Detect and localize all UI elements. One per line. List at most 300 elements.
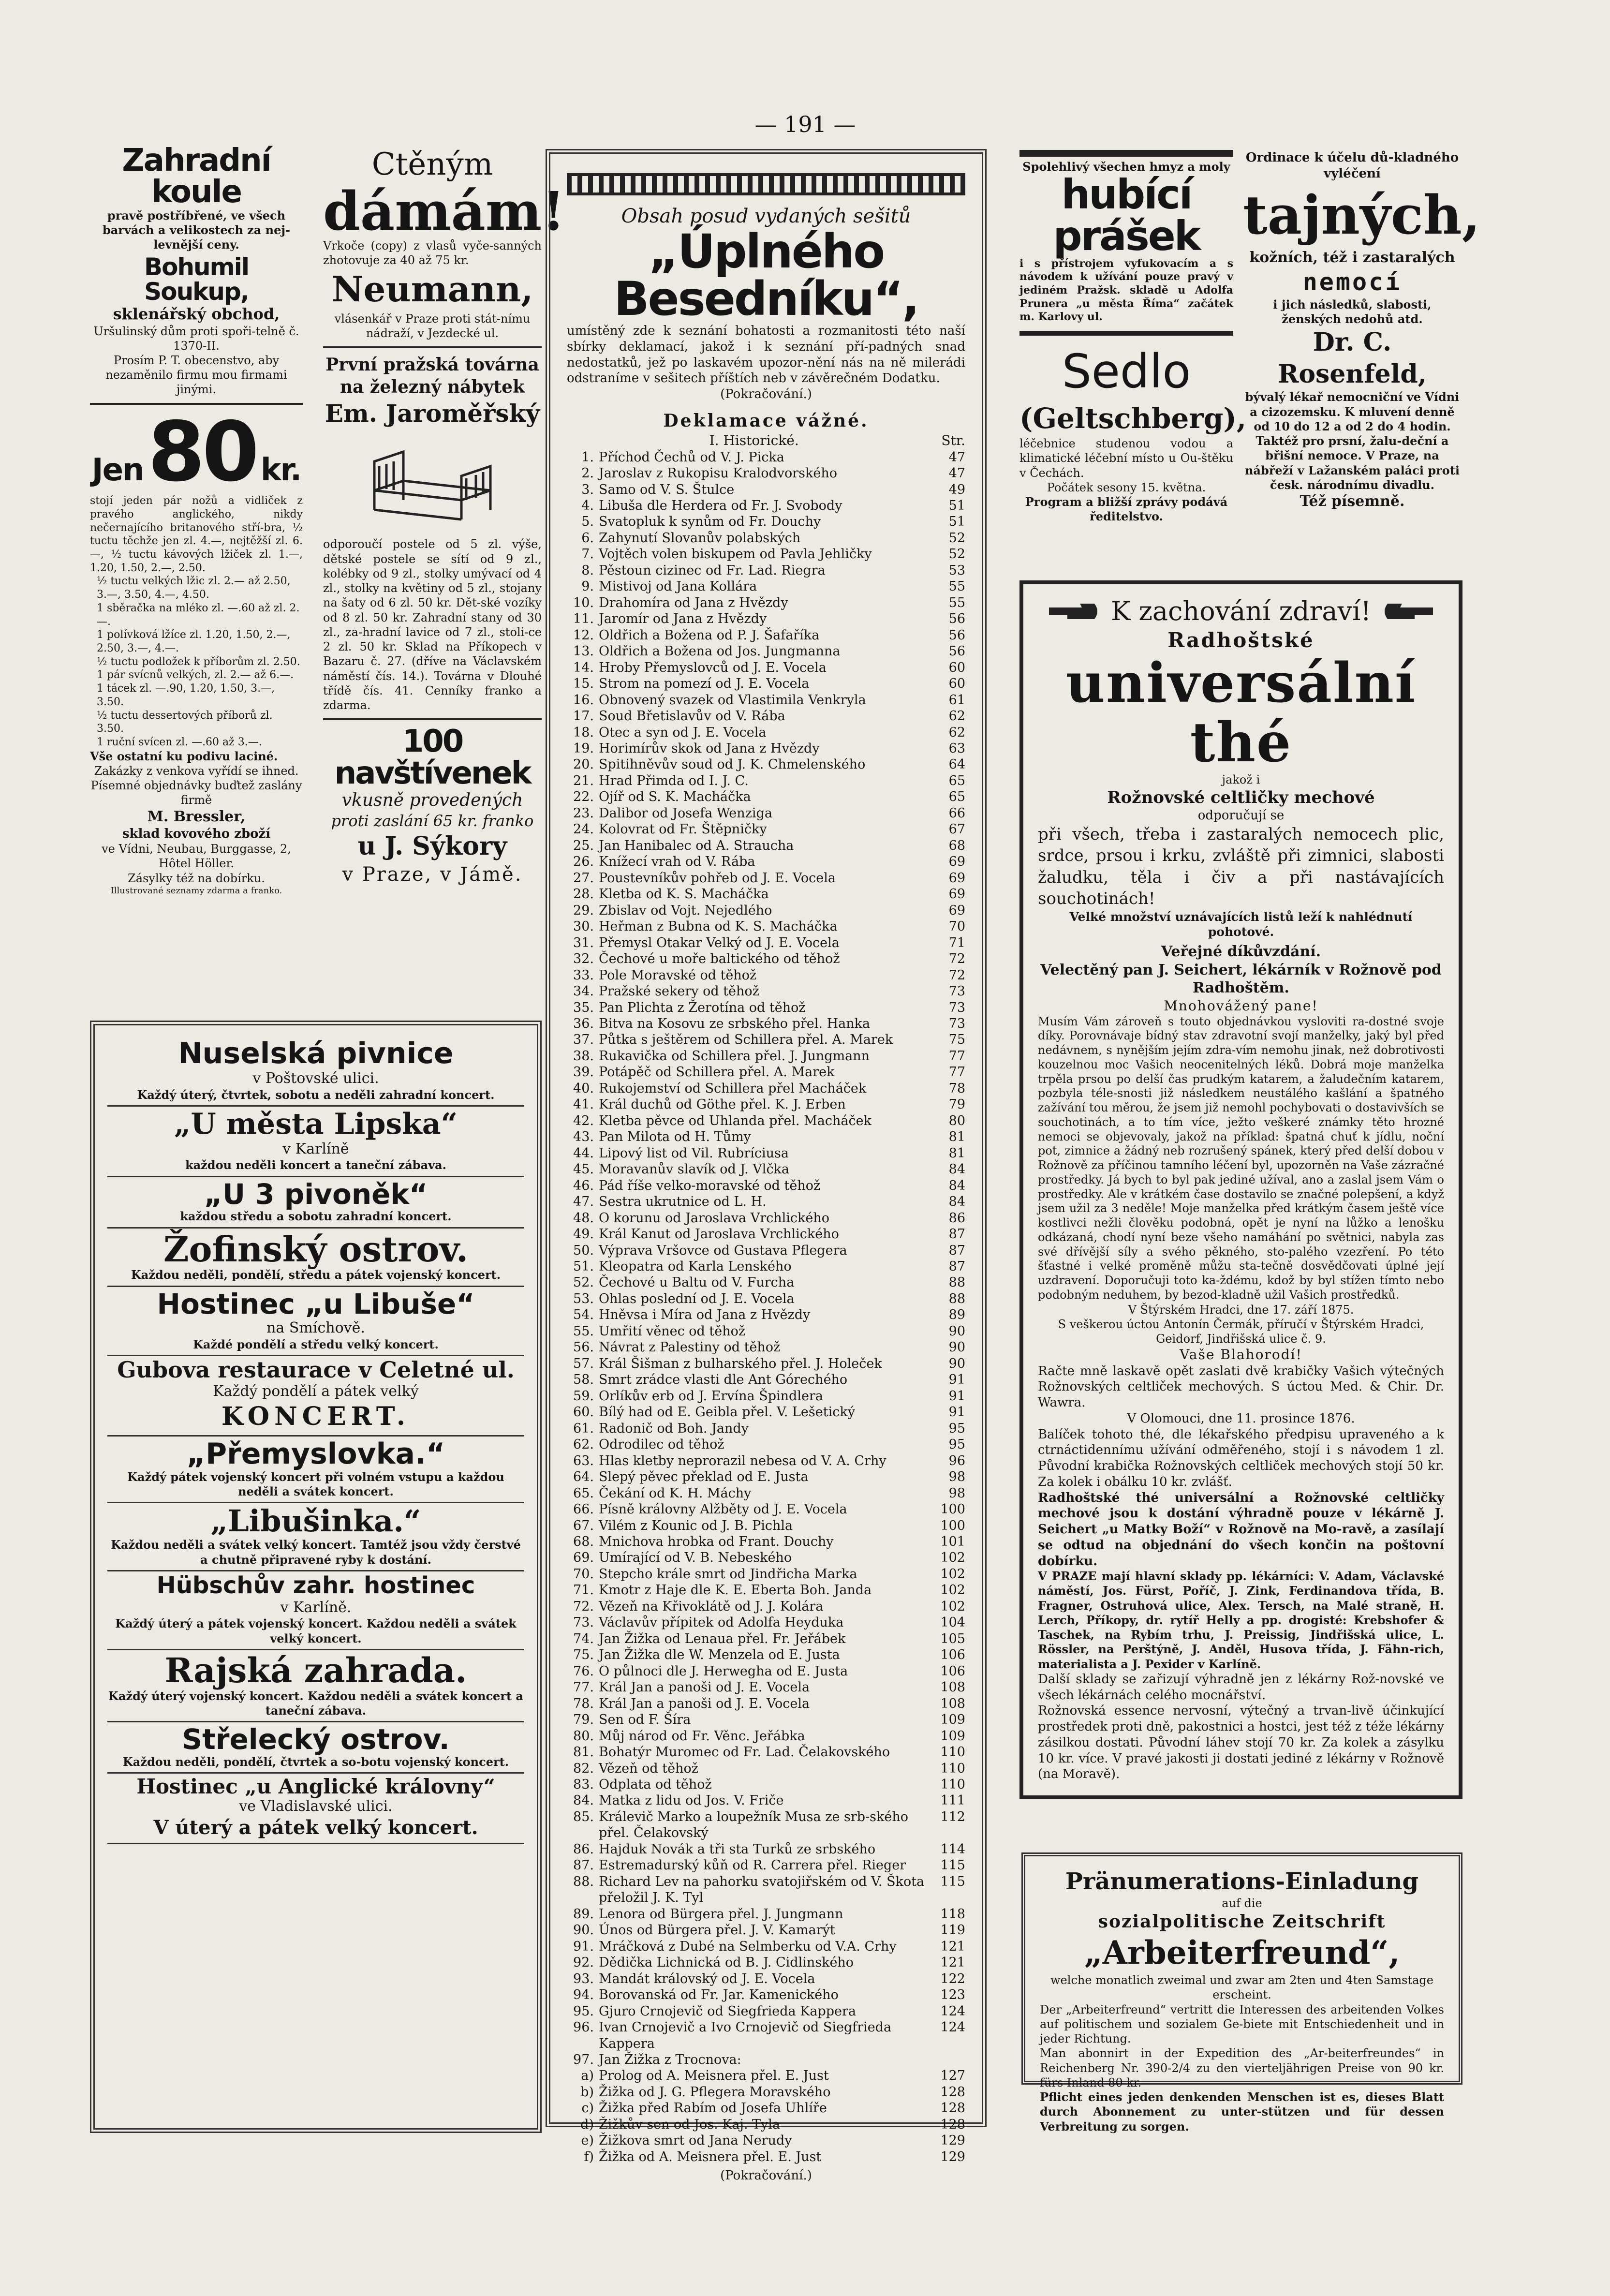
soukup-shop: sklenářský obchod, [113, 305, 280, 324]
besednik-title: „Úplného Besedníku“, [614, 224, 918, 326]
item-title: Král Jan a panoši od J. E. Vocela [599, 1696, 810, 1711]
jaromersky-text: odporoučí postele od 5 zl. výše, dětské postele se sítí od 9 zl., kolébky od 9 zl., stolky umývací od 4 zl., stolky na květiny od 5 zl., stojany na šaty od 6 zl. 50 kr. Dět-ské vozíky od 8 zl. 50 kr. Zahradní stany od 30 zl., za-hradní lavice od 7 zl., stoli-ce 2 zl. 50 kr. Sklad na Příkopech v Bazaru č. 27. (dříve na Václavském náměstí čís. 14.). Továrna v Dlouhé třídě čís. 41. Cenníky franko a zdarma. [323, 537, 542, 712]
contents-item [567, 821, 965, 837]
contents-item [567, 1761, 965, 1777]
item-number: 14. [573, 660, 594, 675]
item-title: Poustevníkův pohřeb od J. E. Vocela [599, 870, 836, 886]
bressler-text-2: ½ tuctu velkých lžic zl. 2.— až 2.50, 3.—, 3.50, 4.—, 4.50. [97, 575, 291, 601]
item-title: Mráčková z Dubé na Selmberku od V.A. Crhy [599, 1939, 897, 1954]
contents-item [567, 1631, 965, 1647]
item-number: 89. [573, 1906, 594, 1922]
pub-name: „U města Lipska“ [174, 1107, 458, 1141]
item-page: 55 [948, 579, 965, 594]
contents-item [567, 1339, 965, 1355]
item-title: Hajduk Novák a tři sta Turků ze srbského [599, 1841, 876, 1857]
contents-item [567, 1291, 965, 1307]
item-page: 109 [940, 1728, 965, 1744]
rule [1019, 150, 1233, 157]
contents-item [567, 708, 965, 724]
item-page: 87 [948, 1227, 965, 1242]
rosenfeld-text: i jich následků, slabosti, ženských nedohů atd. [1273, 297, 1432, 326]
business-cards-heading: 100 navštívenek [334, 724, 531, 791]
item-title: Čekání od K. H. Máchy [599, 1485, 752, 1501]
item-number: 95. [573, 2003, 594, 2019]
item-number: 2. [581, 466, 594, 481]
pointing-hand-icon [1381, 601, 1434, 622]
item-page: 73 [948, 984, 965, 999]
besednik-contents [546, 149, 987, 2183]
item-number: 88. [573, 1874, 594, 1889]
item-page: 95 [948, 1421, 965, 1436]
item-page: 110 [940, 1745, 965, 1760]
item-title: Dědička Lichnická od B. J. Cidlinského [599, 1955, 854, 1970]
pub-ad [107, 1036, 524, 1107]
item-page: 84 [948, 1194, 965, 1210]
item-page: 56 [948, 611, 965, 627]
nemoci-heading: nemocí [1302, 267, 1402, 296]
item-number: 7. [581, 547, 594, 562]
item-page: 102 [940, 1583, 965, 1598]
contents-item [567, 1129, 965, 1145]
item-page: 52 [948, 547, 965, 562]
item-number: 85. [573, 1809, 594, 1824]
contents-item [567, 1566, 965, 1582]
item-title: Dalibor od Josefa Wenzigа [599, 805, 772, 821]
item-page: 47 [948, 466, 965, 481]
item-page: 81 [948, 1145, 965, 1161]
item-title: Únos od Bürgera přel. J. V. Kamarýt [599, 1923, 835, 1938]
item-number: 93. [573, 1971, 594, 1986]
contents-item [567, 1064, 965, 1080]
item-number: 83. [573, 1777, 594, 1792]
item-title: O korunu od Jaroslava Vrchlického [599, 1210, 830, 1226]
item-title: Jan Žižka od Lenaua přel. Fr. Jeřábek [599, 1631, 846, 1646]
contents-item [567, 2003, 965, 2019]
item-title: Král Kanut od Jaroslava Vrchlického [599, 1227, 839, 1242]
contents-item [567, 870, 965, 886]
divider [323, 346, 542, 348]
bressler-text-5: ½ tuctu podložek k příborům zl. 2.50. [97, 655, 300, 668]
item-title: Smrt zrádce vlasti dle Ant Górechého [599, 1372, 848, 1388]
item-page: 88 [948, 1275, 965, 1290]
item-page: 63 [948, 741, 965, 756]
item-number: 75. [573, 1647, 594, 1663]
soukup-address: Uršulinský dům proti spoři-telně č. 1370-II. [93, 324, 299, 353]
contents-item [567, 1194, 965, 1210]
contents-list [567, 449, 965, 2165]
availability-text: Radhoštské thé universální a Rožnovské celtličky mechové jsou k dostání výhradně pouze v lékárně J. Seichert „u Matky Boží“ v Rožnově na Mo-ravě, a zasílají se odtud na objednání do všech končin na poštovní dobírku. [1038, 1490, 1444, 1569]
item-page: 91 [948, 1405, 965, 1420]
item-page: 91 [948, 1372, 965, 1388]
item-title: Radonič od Boh. Jandy [599, 1421, 749, 1436]
public-thanks-heading: Veřejné díkůvzdání. [1161, 943, 1321, 960]
contents-item [567, 951, 965, 967]
item-page: 110 [940, 1761, 965, 1776]
item-page: 109 [940, 1712, 965, 1728]
pub-ad [107, 1229, 524, 1287]
contents-item [567, 1987, 965, 2003]
item-page: 106 [940, 1663, 965, 1679]
item-page: 49 [948, 482, 965, 497]
item-number: 82. [573, 1761, 594, 1776]
item-title: Kolovrat od Fr. Štěpničky [599, 822, 767, 837]
item-title: Písně královny Alžběty od J. E. Vocela [599, 1502, 847, 1517]
contents-item [567, 1210, 965, 1226]
item-number: 60. [573, 1405, 594, 1420]
item-title: Sen od F. Šíra [599, 1712, 691, 1728]
item-page: 98 [948, 1485, 965, 1501]
item-title: Kmotr z Haje dle K. E. Eberta Boh. Janda [599, 1583, 872, 1598]
contents-item [567, 1485, 965, 1501]
item-number: 35. [573, 1000, 594, 1015]
item-page: 122 [940, 1971, 965, 1986]
contents-item [567, 546, 965, 562]
item-page: 60 [948, 660, 965, 675]
contents-item [567, 886, 965, 902]
arbeiterfreund-title: „Arbeiterfreund“, [1084, 1934, 1400, 1972]
item-page: 128 [940, 2084, 965, 2100]
prague-stores: V PRAZE mají hlavní sklady pp. lékárníci: V. Adam, Václavské náměstí, Jos. Fürst, Poříč, J. Zink, Ferdinandova třída, B. Fragner, Ostruhová ulice, Alex. Tersch, na Malé straně, H. Lerch, Příkopy, dr. rytíř Helly a pp. drogisté: Krebshofer & Taschek, na Rybím trhu, J. Preissig, Jindřišská ulice, L. Rössler, na Perštýně, J. Anděl, Husova třída, J. Fähn-rich, materialista a J. Pexider v Karlíně. [1038, 1569, 1444, 1671]
contents-item [567, 725, 965, 741]
item-number: 65. [573, 1485, 594, 1501]
item-page: 62 [948, 725, 965, 740]
item-title: Žižkův sen od Jos. Kaj. Tyla [599, 2117, 781, 2132]
contents-item [567, 2019, 965, 2052]
pub-schedule: Každou neděli, pondělí, středu a pátek vojenský koncert. [131, 1268, 501, 1282]
item-number: 59. [573, 1388, 594, 1404]
sykora-name: u J. Sýkory [357, 831, 507, 861]
item-number: 42. [573, 1113, 594, 1128]
pub-ad [107, 1503, 524, 1571]
item-page: 118 [940, 1906, 965, 1922]
item-title: Pád říše velko-moravské od těhož [599, 1178, 821, 1193]
contents-item [567, 1874, 965, 1906]
item-title: Zahynutí Slovanův polabských [599, 530, 801, 546]
item-page: 87 [948, 1259, 965, 1274]
item-number: 31. [573, 935, 594, 950]
item-number: 44. [573, 1145, 594, 1161]
item-page: 115 [940, 1858, 965, 1873]
radhost-heading: Radhoštské [1167, 628, 1315, 652]
item-title: Pražské sekery od těhož [599, 984, 759, 999]
bressler-text-6: 1 pár svícnů velkých, zl. 2.— až 6.—. [97, 669, 294, 681]
item-number: 26. [573, 854, 594, 870]
item-number: 13. [573, 644, 594, 659]
item-page: 102 [940, 1599, 965, 1614]
item-page: 105 [940, 1631, 965, 1646]
item-page: 88 [948, 1291, 965, 1306]
contents-item [567, 741, 965, 756]
contents-item [567, 789, 965, 805]
bressler-catalog: Illustrované seznamy zdarma a franko. [110, 885, 282, 896]
pub-name: Žofinský ostrov. [163, 1228, 469, 1270]
item-number: 86. [573, 1841, 594, 1857]
testimonial-2: Račte mně laskavě opět zaslati dvě krabičky Vašich výtečných Rožnovských celtliček mechových. S úctou Med. & Chir. Dr. Wawra. [1038, 1363, 1444, 1410]
item-page: 78 [948, 1081, 965, 1096]
business-cards-text: vkusně provedených [341, 790, 523, 810]
item-number: 70. [573, 1566, 594, 1582]
contents-item [567, 967, 965, 983]
contents-item [567, 1048, 965, 1064]
item-number: 27. [573, 870, 594, 886]
contents-item [567, 773, 965, 789]
contents-item [567, 1081, 965, 1096]
item-title: Kletba od K. S. Macháčka [599, 887, 769, 902]
pub-schedule: V úterý a pátek velký koncert. [153, 1816, 478, 1839]
item-page: 95 [948, 1437, 965, 1452]
item-number: 58. [573, 1372, 594, 1388]
magazine-frequency: welche monatlich zweimal und zwar am 2ten und 4ten Samstage erscheint. [1050, 1973, 1433, 2002]
item-number: 92. [573, 1955, 594, 1970]
item-page: 90 [948, 1356, 965, 1371]
pub-name: Rajská zahrada. [164, 1650, 467, 1690]
item-page: 72 [948, 951, 965, 967]
contents-item [567, 1696, 965, 1712]
contents-item [567, 1809, 965, 1841]
item-title: Umírající od V. B. Nebeského [599, 1550, 792, 1566]
contents-item [567, 498, 965, 514]
contents-item [567, 1777, 965, 1792]
item-title: Oldřich a Božena od Jos. Jungmanna [599, 644, 841, 659]
contents-item [567, 1615, 965, 1630]
pub-schedule: Každý úterý a pátek vojenský koncert. Každou neděli a svátek velký koncert. [115, 1616, 517, 1645]
pub-schedule: Každý úterý, čtvrtek, sobotu a neděli zahradní koncert. [137, 1087, 495, 1102]
item-number: 33. [573, 967, 594, 983]
item-number: 34. [573, 984, 594, 999]
pub-location: v Karlíně. [280, 1599, 352, 1616]
contents-item [567, 1582, 965, 1598]
contents-intro: umístěný zde k seznání bohatosti a rozmanitosti této naší sbírky deklamací, jakož i k seznání pří-padných snad nedostatků, jež po laskavém upozor-nění nás na ně milerádi odstraníme v sešitech příštích neb v závěrečném Dodatku. [567, 324, 965, 386]
item-number: 57. [573, 1356, 594, 1371]
column-5-ads [1243, 150, 1481, 511]
pub-location: Každý pondělí a pátek velký [213, 1382, 419, 1400]
contents-item [567, 756, 965, 772]
insect-powder-tagline: Spolehlivý všechen hmyz a moly [1022, 160, 1230, 174]
item-title: Hroby Přemyslovců od J. E. Vocela [599, 660, 827, 675]
contents-item [567, 627, 965, 643]
pub-concerts-box [90, 1021, 542, 2133]
item-number: 40. [573, 1081, 594, 1096]
contents-item [567, 2100, 965, 2116]
item-number: 63. [573, 1453, 594, 1468]
item-page: 98 [948, 1469, 965, 1485]
item-page: 75 [948, 1032, 965, 1048]
item-title: Jaroslav z Rukopisu Kralodvorského [599, 466, 838, 481]
item-page: 79 [948, 1097, 965, 1112]
item-number: 46. [573, 1178, 594, 1193]
item-number: 52. [573, 1275, 594, 1290]
item-page: 121 [940, 1955, 965, 1970]
soukup-note: Prosím P. T. obecenstvo, aby nezaměnilo firmu mou firmami jinými. [105, 354, 287, 397]
pub-schedule: Každé pondělí a středu velký koncert. [193, 1337, 439, 1351]
bed-icon [360, 432, 505, 529]
item-title: Král Šišman z bulharského přel. J. Holeček [599, 1356, 882, 1371]
damam-heading: dámám! [323, 179, 565, 242]
pub-name: Střelecký ostrov. [182, 1722, 450, 1756]
item-page: 119 [940, 1923, 965, 1938]
insect-powder-text: i s přístrojem vyfukovacím a s návodem k užívání pouze pravý v jediném Pražsk. skladě u Adolfa Prunera „u města Říma“ začátek m. Karlovy ul. [1019, 257, 1233, 324]
bressler-text-11: Zakázky z venkova vyřídí se ihned. Písemné objednávky buďtež zaslány firmě [90, 764, 302, 807]
testimonial-1: Musím Vám zároveň s touto objednávkou vysloviti ra-dostné svoje díky. Porovnávaje bídný stav zdravotní svojí manželky, jaký byl před nedávnem, s nynějším jejím zdra-vím nemohu jinak, než dobrotivosti kouzelnou moc Vašich neocenitelných léků. Dobrá moje manželka trpěla prsou po delší čas prudkým katarem, a žaludečním katarem, pozbyla téle-snosti již následkem neustálého kašlání a špatného zažívání tou měrou, že jsem již nemohl pochybovati o dostavivších se souchotinách, a to tím více, ježto veškeré známky těto hrozné nemoci se objevovaly, jakož na příklad: špatná chuť k jídlu, noční pot, zimnice a žádný neb rozrušený spánek, který před delší dobou v Rožnově za příčinou tamního léčení byl, upozorněn na Vaše zázračné prostředky. Já bych to byl pak jediné užíval, ano a zaslal jsem Vám o prostředky. Ale v krátkém čase dostavilo se značné polepšení, a když jsem užil za 3 neděle! Moje manželka před krátkým časem ještě více kostlivci nežli člověku podobná, opět je nyní na lůžko a lenošku odkázaná, chodí nyní beze všeho namáhání po světnici, nabyla zas své dřívější síly a svého pěkného, sto-palého vzezření. Po této šťastné i velké proměně můžu sta-tečně dosvědčovati úplné její uzdravení. Doporučuji toto ka-ždému, kdož by byl stížen tímto nebo podobným neduhem, by bezod-kladně užil Vašich prostředků. [1038, 1014, 1444, 1302]
item-page: 69 [948, 887, 965, 902]
contents-item [567, 465, 965, 481]
item-page: 56 [948, 627, 965, 643]
item-title: Pěstoun cizinec od Fr. Lad. Riegra [599, 563, 826, 578]
pub-schedule: každou neděli koncert a taneční zábava. [185, 1158, 446, 1172]
bed-illustration [323, 432, 542, 533]
contents-item [567, 1178, 965, 1194]
contents-item [567, 1404, 965, 1420]
pricing-text: Balíček tohoto thé, dle lékařského předpisu upraveného a k ctrnáctidennímu užívání odměřeného, stojí i s návodem 1 zl. Původní krabička Rožnovských celtliček mechových stojí 50 kr. Za kolek i obálku 10 kr. zvlášť. [1038, 1427, 1444, 1489]
item-number: 1. [581, 449, 594, 465]
item-number: 19. [573, 741, 594, 756]
item-title: Gjuro Crnojevič od Siegfrieda Kappera [599, 2003, 857, 2019]
item-title: Příchod Čechů od V. J. Picka [599, 449, 784, 465]
item-title: Čechové u moře baltického od těhož [599, 951, 840, 967]
contents-item [567, 854, 965, 870]
item-title: Kleopatra od Karla Lenského [599, 1259, 792, 1274]
item-number: 23. [573, 805, 594, 821]
contents-item [567, 1534, 965, 1550]
item-page: 84 [948, 1178, 965, 1193]
item-page: 67 [948, 822, 965, 837]
item-title: Mistivoj od Jana Kollára [599, 579, 757, 594]
pub-name: „Libušinka.“ [210, 1503, 421, 1539]
contents-item [567, 983, 965, 999]
item-number: a) [581, 2068, 594, 2084]
price-80: 80 [148, 404, 257, 500]
item-title: Lipový list od Vil. Rubríciusa [599, 1145, 789, 1161]
item-number: 45. [573, 1162, 594, 1177]
item-number: 15. [573, 676, 594, 692]
item-page: 60 [948, 676, 965, 692]
item-title: Borovanská od Fr. Jar. Kamenického [599, 1987, 839, 2003]
item-title: Orlíkův erb od J. Ervína Špindlera [599, 1388, 823, 1404]
item-number: 9. [581, 579, 594, 594]
item-number: 12. [573, 627, 594, 643]
pub-name: Hostinec „u Anglické královny“ [136, 1774, 495, 1798]
item-title: Rukojemství od Schillera přel Macháček [599, 1081, 867, 1096]
bressler-text-9: 1 ruční svícen zl. —.60 až 3.—. [97, 736, 262, 749]
item-number: 91. [573, 1939, 594, 1954]
item-title: Ojíř od S. K. Macháčka [599, 789, 751, 805]
item-number: c) [581, 2101, 594, 2116]
item-title: Václavův přípitek od Adolfa Heyduka [599, 1615, 844, 1630]
pub-name: Hostinec „u Libuše“ [157, 1287, 475, 1320]
zahradni-koule-heading: Zahradní koule [122, 143, 271, 210]
item-title: Výprava Vršovce od Gustava Pflegera [599, 1243, 847, 1258]
item-number: 3. [581, 482, 594, 497]
item-number: 53. [573, 1291, 594, 1306]
item-number: 6. [581, 530, 594, 546]
magazine-appeal: Pflicht eines jeden denkenden Menschen ist es, dieses Blatt durch Abonnement zu unter-stützen und für dessen Verbreitung zu sorgen. [1040, 2090, 1444, 2133]
contents-item [567, 1032, 965, 1048]
item-title: Pan Milota od H. Tůmy [599, 1129, 751, 1145]
geltschberg-heading: (Geltschberg), [1019, 402, 1247, 435]
pub-name: Nuselská pivnice [178, 1037, 454, 1070]
item-page: 128 [940, 2117, 965, 2132]
greeting-1: Mnohovážený pane! [1164, 998, 1318, 1014]
item-number: 66. [573, 1502, 594, 1517]
item-number: 51. [573, 1259, 594, 1274]
item-title: Odrodilec od těhož [599, 1437, 724, 1452]
contents-item [567, 1453, 965, 1469]
pub-schedule: Každou neděli, pondělí, čtvrtek a so-botu vojenský koncert. [122, 1754, 509, 1769]
contents-item [567, 1841, 965, 1857]
contents-item [567, 903, 965, 918]
item-page: 91 [948, 1388, 965, 1404]
item-number: 69. [573, 1550, 594, 1566]
item-page: 65 [948, 773, 965, 788]
bressler-text-1: stojí jeden pár nožů a vidliček z pravého anglického, nikdy nečernajícího britanového stří-bra, ½ tuctu těchže jen zl. 4.—, nejtěžší zl. 6.—, ½ tuctu kávových lžiček zl. 1.—, 1.20, 1.50, 2.—, 2.50. [90, 495, 303, 574]
contents-item [567, 1857, 965, 1873]
contents-item [567, 563, 965, 578]
bressler-address: ve Vídni, Neubau, Burggasse, 2, Hôtel Höller. [102, 842, 291, 871]
contents-item [567, 1518, 965, 1534]
item-number: 67. [573, 1518, 594, 1533]
letters-note: Velké množství uznávajících listů leží k nahlédnutí pohotové. [1069, 909, 1413, 939]
subscription-heading: Pränumerations-Einladung [1065, 1868, 1419, 1895]
contents-item [567, 1939, 965, 1955]
item-title: Libuša dle Herdera od Fr. J. Svobody [599, 498, 842, 513]
item-number: 24. [573, 822, 594, 837]
item-title: Odplata od těhož [599, 1777, 712, 1792]
contents-item [567, 1016, 965, 1032]
item-number: 36. [573, 1016, 594, 1031]
item-title: Potápěč od Schillera přel. A. Marek [599, 1065, 835, 1080]
item-page: 124 [940, 2020, 965, 2035]
ornament-border [567, 173, 965, 195]
pub-ad [107, 1107, 524, 1177]
item-number: 76. [573, 1663, 594, 1679]
item-number: 22. [573, 789, 594, 805]
item-number: 29. [573, 903, 594, 918]
contents-item [567, 1307, 965, 1323]
contents-item [567, 1437, 965, 1452]
pub-ad [107, 1356, 524, 1437]
item-title: Pan Plichta z Žerotína od těhož [599, 1000, 806, 1015]
radhost-tea-ad [1019, 580, 1462, 1799]
seichert-address: Velectěný pan J. Seichert, lékárník v Rožnově pod Radhoštěm. [1040, 961, 1442, 997]
rosenfeld-sub: kožních, též i zastaralých [1249, 249, 1455, 267]
item-title: Moravanův slavík od J. Vlčka [599, 1162, 790, 1177]
contents-item [567, 1663, 965, 1679]
neumann-text: Vrkoče (copy) z vlasů vyče-sanných zhotovuje za 40 až 75 kr. [323, 238, 542, 267]
pub-ad [107, 1287, 524, 1357]
item-title: Heřman z Bubna od K. S. Macháčka [599, 919, 838, 934]
pub-schedule: každou středu a sobotu zahradní koncert. [180, 1209, 452, 1224]
item-page: 129 [940, 2149, 965, 2164]
pub-location: ve Vladislavské ulici. [239, 1798, 393, 1815]
item-title: Bílý had od E. Geibla přel. V. Lešetický [599, 1405, 855, 1420]
bressler-text-8: ½ tuctu dessertových příborů zl. 3.50. [97, 709, 273, 735]
item-page: 123 [940, 1987, 965, 2003]
pub-name: „Přemyslovka.“ [186, 1437, 445, 1471]
item-title: Prolog od A. Meisnera přel. E. Just [599, 2068, 829, 2084]
item-title: Žižka od A. Meisnera přel. E. Just [599, 2149, 822, 2164]
item-title: Králevič Marko a loupežník Musa ze srb-ského přel. Čelakovský [599, 1809, 909, 1841]
item-title: Ohlas poslední od J. E. Vocela [599, 1291, 795, 1306]
contents-item [567, 1599, 965, 1615]
tea-indications: při všech, třeba i zastaralých nemocech plic, srdce, prsou i krku, zvláště při zimnici, slabosti žaludku, těla i čiv a při nastávajících souchotinách! [1038, 825, 1444, 908]
item-number: 49. [573, 1227, 594, 1242]
continuation-note: (Pokračování.) [720, 387, 812, 402]
item-page: 110 [940, 1777, 965, 1792]
contents-item [567, 595, 965, 611]
item-title: Richard Lev na pahorku svatojiřském od V. Škota přeložil J. K. Tyl [599, 1874, 925, 1906]
contents-item [567, 1388, 965, 1404]
item-number: 64. [573, 1469, 594, 1485]
